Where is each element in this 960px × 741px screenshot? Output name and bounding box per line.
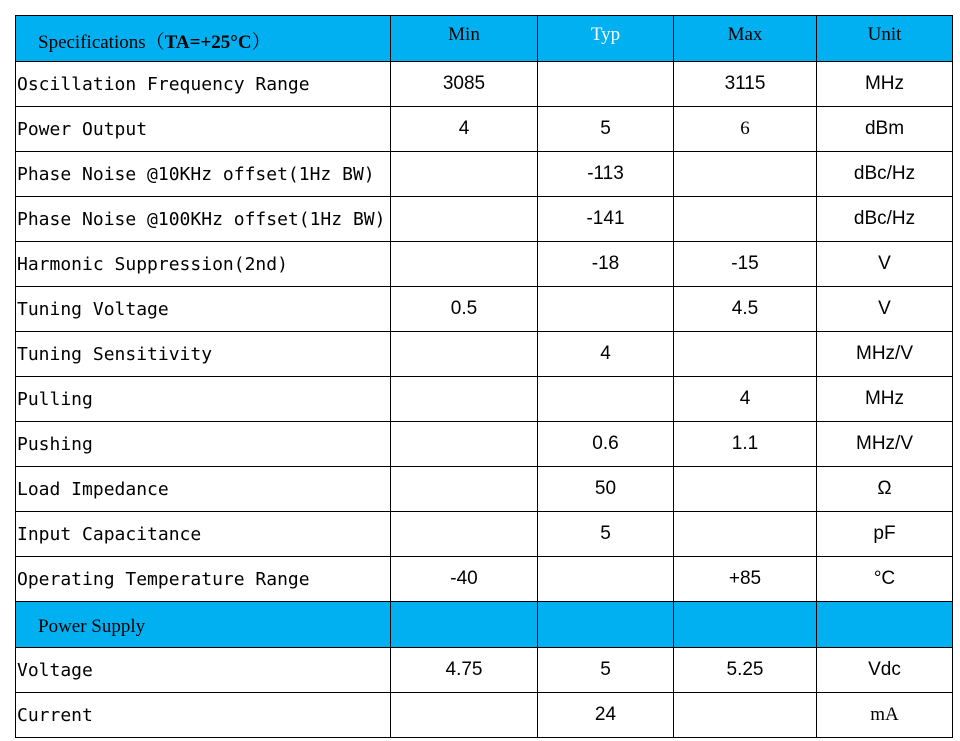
row-min: 3085 bbox=[391, 62, 538, 107]
header-specifications bbox=[16, 16, 391, 62]
power-supply-header-cell bbox=[391, 602, 538, 648]
power-supply-header-row bbox=[16, 602, 953, 648]
row-unit: MHz/V bbox=[817, 422, 953, 467]
row-max: 4 bbox=[674, 377, 817, 422]
row-min bbox=[391, 377, 538, 422]
table-row bbox=[16, 377, 953, 422]
row-min bbox=[391, 242, 538, 287]
row-max bbox=[674, 332, 817, 377]
row-label: Operating Temperature Range bbox=[16, 557, 391, 602]
header-unit: Unit bbox=[817, 16, 953, 62]
row-unit: V bbox=[817, 287, 953, 332]
row-min: 0.5 bbox=[391, 287, 538, 332]
row-min: 4.75 bbox=[391, 648, 538, 693]
row-max: -15 bbox=[674, 242, 817, 287]
row-max: 3115 bbox=[674, 62, 817, 107]
row-typ bbox=[538, 62, 674, 107]
row-unit: MHz bbox=[817, 62, 953, 107]
row-unit: MHz bbox=[817, 377, 953, 422]
row-label: Oscillation Frequency Range bbox=[16, 62, 391, 107]
table-row bbox=[16, 512, 953, 557]
row-typ: -113 bbox=[538, 152, 674, 197]
table-row bbox=[16, 152, 953, 197]
row-min bbox=[391, 197, 538, 242]
row-unit: pF bbox=[817, 512, 953, 557]
row-typ: 50 bbox=[538, 467, 674, 512]
table-row bbox=[16, 693, 953, 738]
row-unit: Vdc bbox=[817, 648, 953, 693]
table-row bbox=[16, 197, 953, 242]
row-min bbox=[391, 467, 538, 512]
row-label: Input Capacitance bbox=[16, 512, 391, 557]
table-row bbox=[16, 242, 953, 287]
row-label: Power Output bbox=[16, 107, 391, 152]
row-label: Pushing bbox=[16, 422, 391, 467]
header-spec-suffix: ） bbox=[251, 32, 271, 53]
row-unit: °C bbox=[817, 557, 953, 602]
header-spec-condition: TA=+25°C bbox=[164, 32, 252, 53]
power-supply-header-cell bbox=[817, 602, 953, 648]
table-row bbox=[16, 557, 953, 602]
power-supply-header-cell bbox=[674, 602, 817, 648]
row-max: 5.25 bbox=[674, 648, 817, 693]
row-unit: V bbox=[817, 242, 953, 287]
power-supply-header-cell bbox=[538, 602, 674, 648]
row-typ bbox=[538, 287, 674, 332]
table-row bbox=[16, 332, 953, 377]
table-row bbox=[16, 287, 953, 332]
row-typ: 5 bbox=[538, 107, 674, 152]
row-typ bbox=[538, 557, 674, 602]
row-label: Current bbox=[16, 693, 391, 738]
row-unit: dBc/Hz bbox=[817, 197, 953, 242]
row-typ: 5 bbox=[538, 512, 674, 557]
row-typ: -141 bbox=[538, 197, 674, 242]
row-label: Tuning Voltage bbox=[16, 287, 391, 332]
row-min: 4 bbox=[391, 107, 538, 152]
row-min bbox=[391, 152, 538, 197]
table-row bbox=[16, 422, 953, 467]
row-label: Phase Noise @100KHz offset(1Hz BW) bbox=[16, 197, 391, 242]
row-unit: MHz/V bbox=[817, 332, 953, 377]
power-supply-title: Power Supply bbox=[16, 602, 391, 648]
header-spec-prefix: Specifications（ bbox=[38, 32, 165, 53]
row-unit: dBm bbox=[817, 107, 953, 152]
row-min bbox=[391, 512, 538, 557]
row-unit: mA bbox=[817, 693, 953, 738]
row-min bbox=[391, 693, 538, 738]
header-max: Max bbox=[674, 16, 817, 62]
row-min: -40 bbox=[391, 557, 538, 602]
row-max bbox=[674, 467, 817, 512]
row-max bbox=[674, 512, 817, 557]
table-header-row bbox=[16, 16, 953, 62]
row-unit: Ω bbox=[817, 467, 953, 512]
row-max: 1.1 bbox=[674, 422, 817, 467]
row-typ: 24 bbox=[538, 693, 674, 738]
table-row bbox=[16, 62, 953, 107]
row-label: Tuning Sensitivity bbox=[16, 332, 391, 377]
row-max: 6 bbox=[674, 107, 817, 152]
row-max bbox=[674, 693, 817, 738]
row-typ: -18 bbox=[538, 242, 674, 287]
row-unit: dBc/Hz bbox=[817, 152, 953, 197]
row-min bbox=[391, 332, 538, 377]
row-typ: 4 bbox=[538, 332, 674, 377]
header-typ: Typ bbox=[538, 16, 674, 62]
row-typ: 0.6 bbox=[538, 422, 674, 467]
row-max bbox=[674, 152, 817, 197]
specifications-table bbox=[15, 15, 953, 738]
row-label: Load Impedance bbox=[16, 467, 391, 512]
header-min: Min bbox=[391, 16, 538, 62]
row-typ: 5 bbox=[538, 648, 674, 693]
row-label: Pulling bbox=[16, 377, 391, 422]
row-label: Harmonic Suppression(2nd) bbox=[16, 242, 391, 287]
row-label: Voltage bbox=[16, 648, 391, 693]
table-row bbox=[16, 107, 953, 152]
row-label: Phase Noise @10KHz offset(1Hz BW) bbox=[16, 152, 391, 197]
table-row bbox=[16, 467, 953, 512]
row-max: 4.5 bbox=[674, 287, 817, 332]
row-typ bbox=[538, 377, 674, 422]
row-min bbox=[391, 422, 538, 467]
row-max: +85 bbox=[674, 557, 817, 602]
row-max bbox=[674, 197, 817, 242]
table-row bbox=[16, 648, 953, 693]
